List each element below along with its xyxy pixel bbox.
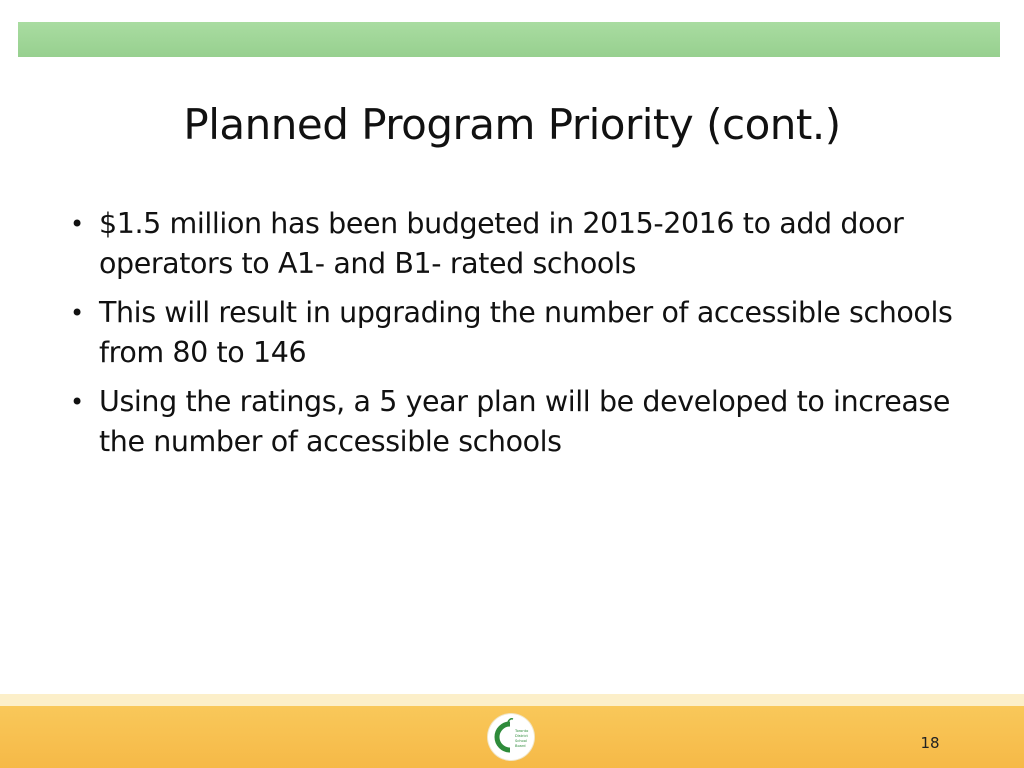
bullet-marker: • xyxy=(70,388,84,416)
logo-line: School xyxy=(515,739,527,743)
logo-graphic xyxy=(488,714,534,760)
bullet-marker: • xyxy=(70,210,84,238)
bullet-list xyxy=(68,204,988,471)
bullet-item xyxy=(68,293,988,373)
school-board-logo-icon xyxy=(488,714,534,760)
header-band xyxy=(18,22,1000,57)
bullet-item xyxy=(68,382,988,462)
bullet-marker: • xyxy=(70,299,84,327)
footer-highlight xyxy=(0,694,1024,706)
logo-line: Board xyxy=(515,744,526,748)
bullet-text: $1.5 million has been budgeted in 2015-2016 to add door operators to A1- and B1- rated schools xyxy=(99,207,904,280)
bullet-text: This will result in upgrading the number of accessible schools from 80 to 146 xyxy=(99,296,953,369)
bullet-text: Using the ratings, a 5 year plan will be developed to increase the number of accessible schools xyxy=(99,385,950,458)
logo-line: District xyxy=(515,734,528,738)
logo-leaf xyxy=(508,719,513,722)
slide-title: Planned Program Priority (cont.) xyxy=(183,100,841,149)
logo-c-shape xyxy=(497,724,510,750)
page-number: 18 xyxy=(920,734,940,752)
bullet-item xyxy=(68,204,988,284)
logo-line: Toronto xyxy=(515,729,529,733)
